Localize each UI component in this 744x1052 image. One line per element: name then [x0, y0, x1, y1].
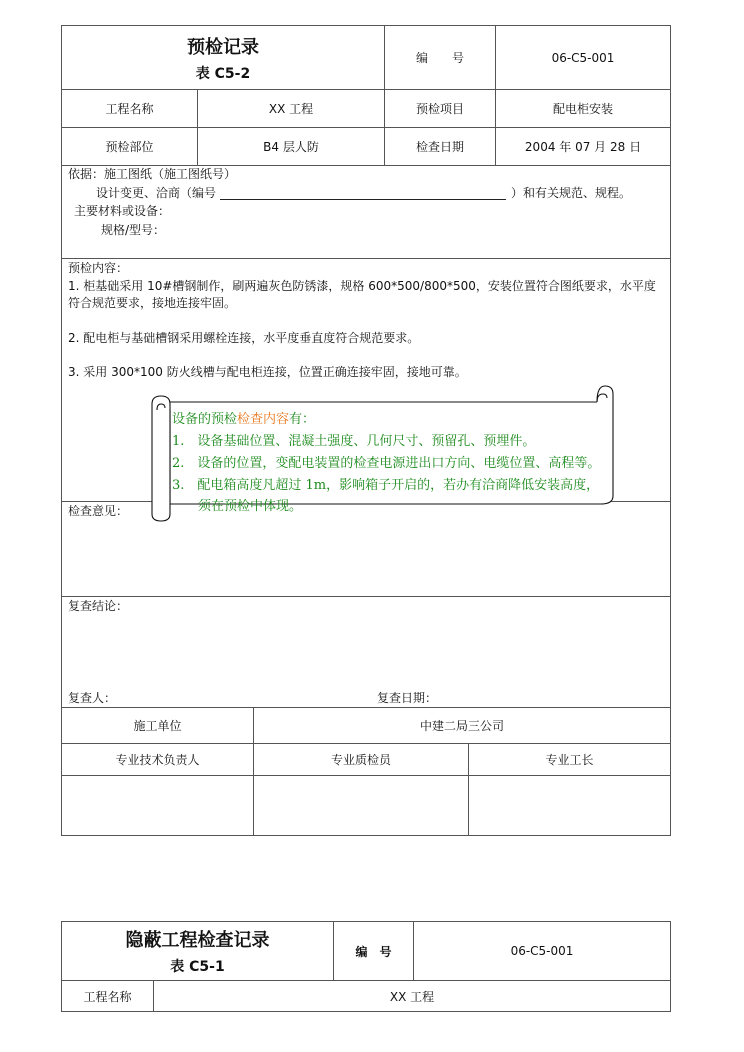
note-item-3: 3. 配电箱高度凡超过 1m，影响箱子开启的，若办有洽商降低安装高度，	[172, 478, 600, 493]
date-label: 检查日期	[415, 140, 464, 154]
note-item-4-clip	[160, 492, 615, 514]
content-item-3: 3. 采用 300*100 防火线槽与配电柜连接，位置正确连接牢固，接地可靠。	[68, 365, 467, 379]
note-heading-part1: 设备的预检	[172, 412, 238, 427]
note-heading	[172, 408, 315, 427]
sign-qc-label: 专业质检员	[330, 753, 391, 767]
note-heading-part2: 有：	[289, 412, 316, 427]
spec-label: 规格/型号：	[101, 223, 166, 237]
design-change-label: 设计变更、洽商（编号	[96, 186, 217, 200]
form2-subtitle: 表 C5-1	[170, 959, 225, 975]
basis-line: 依据：施工图纸（施工图纸号）	[68, 167, 237, 181]
sign-foreman-label: 专业工长	[545, 753, 594, 767]
content-item-2: 2. 配电柜与基础槽钢采用螺栓连接，水平度垂直度符合规范要求。	[68, 331, 420, 345]
note-item-2: 2. 设备的位置，变配电装置的检查电源进出口方向、电缆位置、高程等。	[172, 456, 601, 471]
form2-code-value: 06-C5-001	[510, 944, 574, 958]
project-name-label: 工程名称	[105, 102, 154, 116]
design-change-blank	[220, 199, 506, 200]
note-heading-highlight: 检查内容	[237, 412, 290, 427]
content-label: 预检内容：	[68, 261, 129, 275]
note-item-4: 须在预检中体现。	[172, 499, 303, 514]
rechecker-label: 复查人：	[68, 691, 117, 705]
form2-project-name-value: XX 工程	[389, 989, 435, 1004]
construction-unit-label: 施工单位	[133, 719, 182, 733]
item-label: 预检项目	[415, 102, 464, 116]
construction-unit-value: 中建二局三公司	[419, 719, 504, 733]
form2-title: 隐蔽工程检查记录	[125, 930, 270, 951]
materials-label: 主要材料或设备：	[74, 204, 171, 218]
standards-text: ）和有关规范、规程。	[511, 186, 632, 200]
form2-project-name-label: 工程名称	[83, 989, 132, 1004]
item-value: 配电柜安装	[552, 102, 613, 116]
part-label: 预检部位	[105, 140, 154, 154]
project-name-value: XX 工程	[268, 102, 314, 116]
sign-tech-label: 专业技术负责人	[115, 753, 200, 767]
recheck-label: 复查结论：	[68, 599, 129, 613]
recheck-date-label: 复查日期：	[377, 691, 438, 705]
form2-code-label: 编 号	[355, 944, 392, 959]
date-value: 2004 年 07 月 28 日	[524, 140, 642, 154]
opinion-label: 检查意见：	[68, 504, 129, 518]
part-value: B4 层人防	[263, 140, 319, 154]
code-label: 编 号	[415, 51, 464, 65]
note-item-1: 1. 设备基础位置、混凝土强度、几何尺寸、预留孔、预埋件。	[172, 434, 536, 449]
form-subtitle: 表 C5-2	[195, 65, 251, 82]
code-value: 06-C5-001	[551, 50, 615, 65]
content-item-1: 1. 柜基础采用 10#槽钢制作，刷两遍灰色防锈漆，规格 600*500/800*500，安装位置符合图纸要求，水平度符合规范要求，接地连接牢固。	[68, 279, 656, 310]
form-title: 预检记录	[187, 36, 259, 58]
